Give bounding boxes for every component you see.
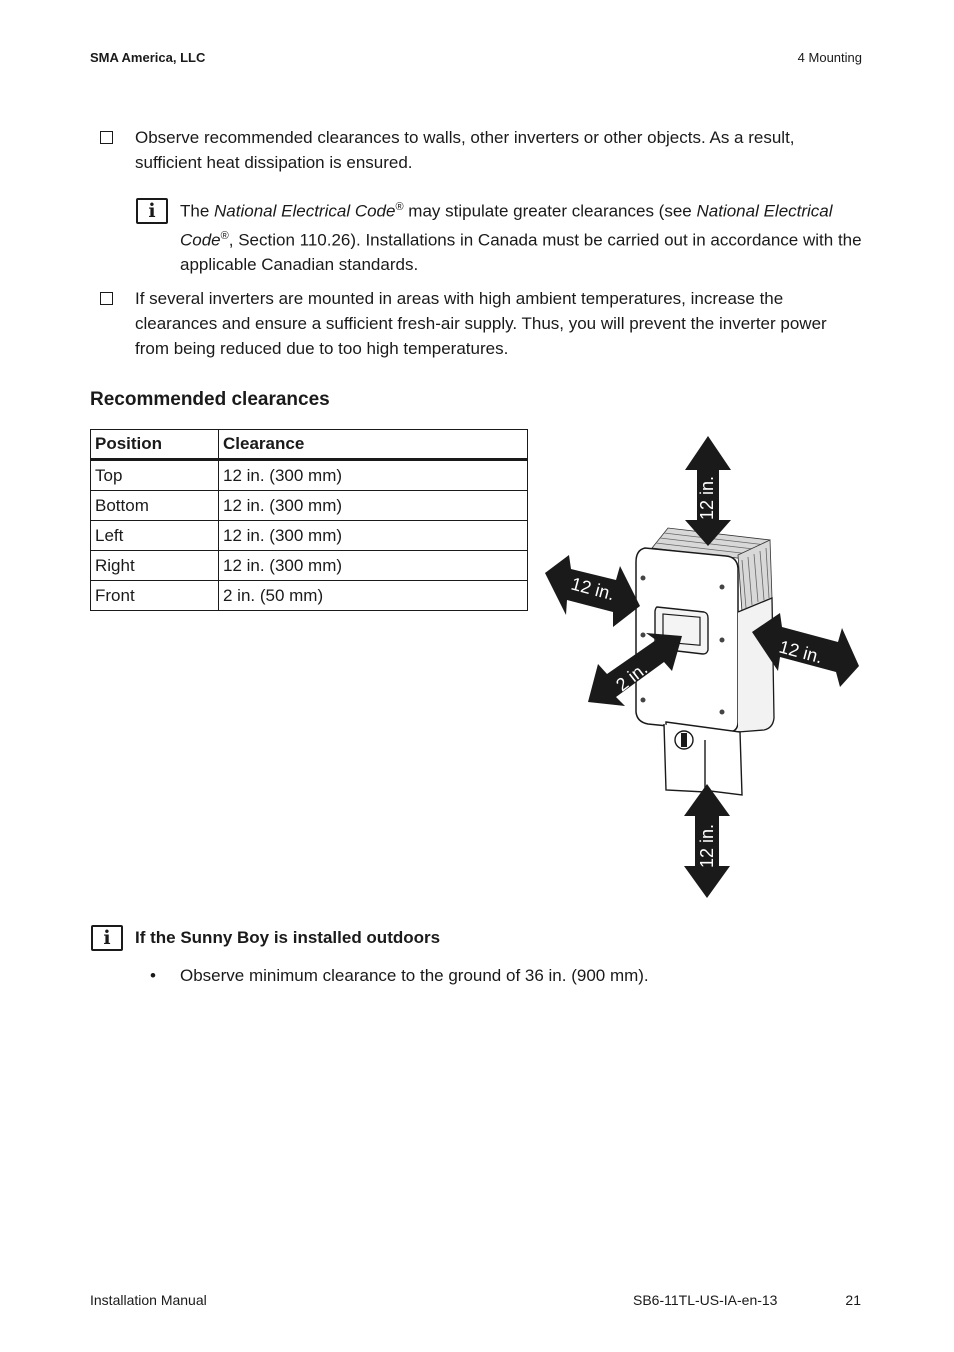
page-number: 21 xyxy=(845,1292,861,1308)
header-section: 4 Mounting xyxy=(797,50,862,65)
label-top: 12 in. xyxy=(697,475,717,520)
footer-left: Installation Manual xyxy=(90,1292,207,1308)
table-cell: 12 in. (300 mm) xyxy=(219,491,528,521)
table-header-position: Position xyxy=(91,430,219,460)
label-right: 12 in. xyxy=(776,636,825,668)
table-row xyxy=(91,521,528,551)
checkbox-icon xyxy=(100,292,113,305)
table-cell: 12 in. (300 mm) xyxy=(219,551,528,581)
clearance-diagram xyxy=(540,430,870,905)
table-cell: Left xyxy=(91,521,219,551)
table-row xyxy=(91,581,528,611)
bullet-icon: • xyxy=(150,966,156,985)
table-header-row xyxy=(91,430,528,460)
bullet-text: Observe minimum clearance to the ground of 36 in. (900 mm). xyxy=(180,966,649,985)
table-row xyxy=(91,491,528,521)
table-cell: 12 in. (300 mm) xyxy=(219,460,528,491)
label-left: 12 in. xyxy=(568,573,617,605)
note-title: If the Sunny Boy is installed outdoors xyxy=(135,928,441,947)
registered-mark: ® xyxy=(220,229,229,242)
checklist-item-1: Observe recommended clearances to walls, other inverters or other objects. As a result, sufficient heat dissipation is ensured. xyxy=(135,128,795,172)
section-heading: Recommended clearances xyxy=(90,389,330,410)
checklist-item-2: If several inverters are mounted in areas with high ambient temperatures, increase the clearances and ensure a sufficient fresh-air supply. Thus, you will prevent the inverter power from being reduced due to too high temperatures. xyxy=(135,289,827,358)
note-text: , Section 110.26). Installations in Canada must be carried out in accordance with the applicable Canadian standards. xyxy=(180,230,862,275)
info-note xyxy=(180,195,862,277)
footer-doc-id: SB6-11TL-US-IA-en-13 xyxy=(633,1292,778,1308)
table-header-clearance: Clearance xyxy=(219,430,528,460)
table-cell: Bottom xyxy=(91,491,219,521)
table-cell: Top xyxy=(91,460,219,491)
table-cell: Right xyxy=(91,551,219,581)
label-bottom: 12 in. xyxy=(697,823,717,868)
table-cell: Front xyxy=(91,581,219,611)
table-cell: 12 in. (300 mm) xyxy=(219,521,528,551)
registered-mark: ® xyxy=(395,201,404,213)
note-text: may stipulate greater clearances (see xyxy=(403,201,697,221)
note-code-name: National Electrical Code xyxy=(180,201,833,250)
note-text: The xyxy=(180,201,215,221)
checkbox-icon xyxy=(100,131,113,144)
note-code-name: National Electrical Code xyxy=(214,201,396,221)
info-icon: i xyxy=(91,925,123,951)
info-icon: i xyxy=(136,198,168,224)
header-company: SMA America, LLC xyxy=(90,50,206,65)
table-row xyxy=(91,460,528,491)
table-cell: 2 in. (50 mm) xyxy=(219,581,528,611)
dc-disconnect xyxy=(664,722,742,795)
table-row xyxy=(91,551,528,581)
label-front: 2 in. xyxy=(612,658,652,696)
clearance-table xyxy=(90,429,528,611)
